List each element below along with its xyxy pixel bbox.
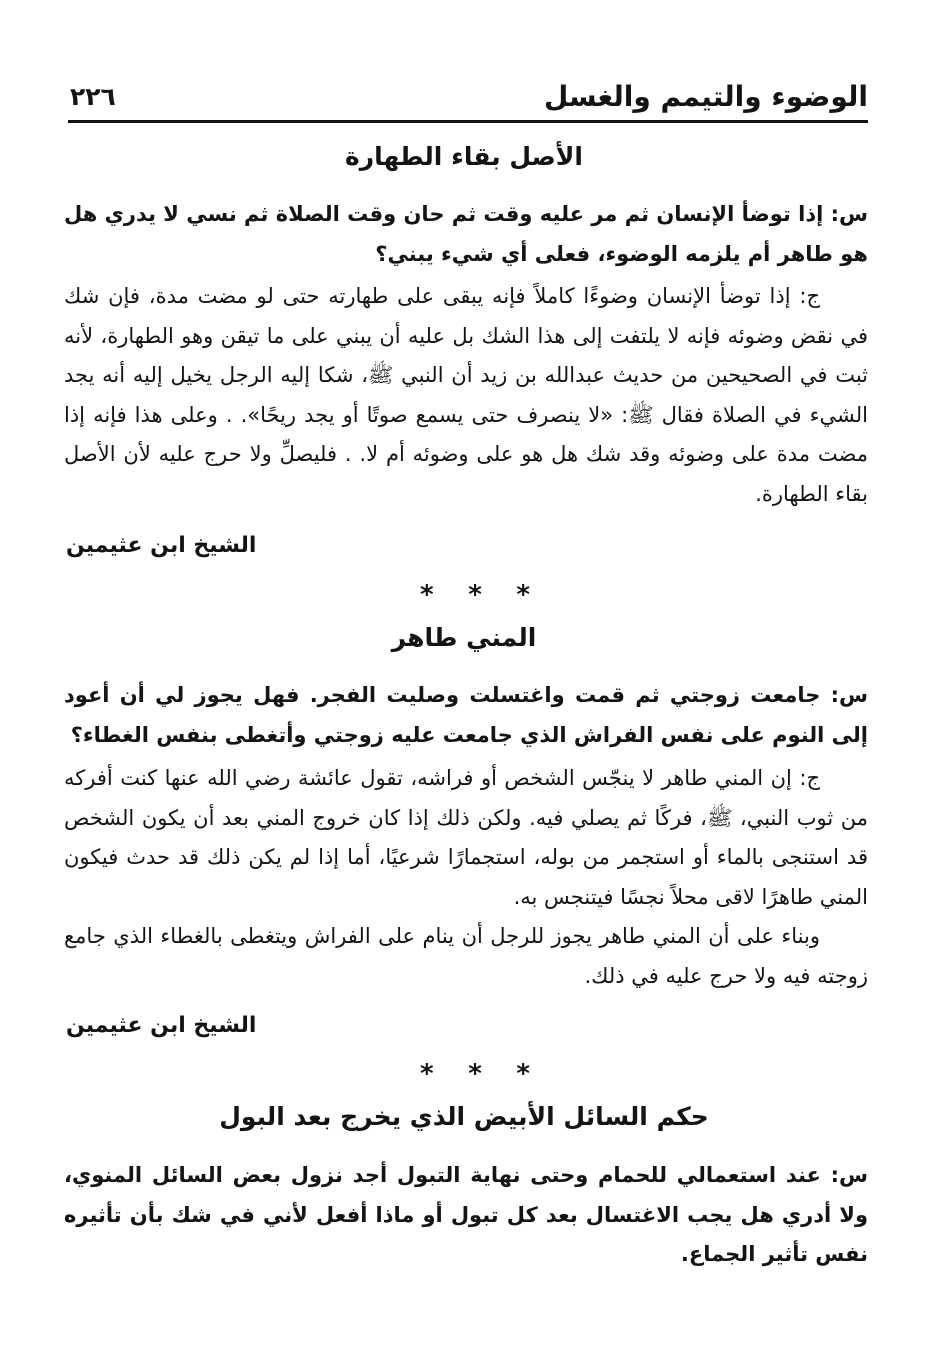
question-paragraph: س: عند استعمالي للحمام وحتى نهاية التبول أجد نزول بعض السائل المنوي، ولا أدري هل يجب الاغتسال بعد كل تبول أو ماذا أفعل لأني في شك بأن تأثيره نفس تأثير الجماع. xyxy=(64,1163,868,1267)
separator-star: * xyxy=(516,1059,530,1089)
separator-star: * xyxy=(468,1059,482,1089)
answer-paragraph: ج: إن المني طاهر لا ينجّس الشخص أو فراشه، تقول عائشة رضي الله عنها كنت أفركه من ثوب النبي، ﷺ، فركًا ثم يصلي فيه. ولكن ذلك إذا كان خروج المني بعد أن يكون الشخص قد استنجى بالماء أو استجمر من بوله، استجمارًا شرعيًا، أما إذا لم يكن ذلك قد حدث فيكون المني طاهرًا لاقى محلاً نجسًا فيتنجس به. xyxy=(64,766,868,909)
running-header-title: الوضوء والتيمم والغسل xyxy=(544,80,868,113)
separator-star: * xyxy=(516,580,530,610)
section-heading: حكم السائل الأبيض الذي يخرج بعد البول xyxy=(219,1102,709,1131)
answer-block xyxy=(64,277,868,515)
separator-star: * xyxy=(468,580,482,610)
signature: الشيخ ابن عثيمين xyxy=(66,1013,257,1038)
section-separator xyxy=(420,582,530,608)
section-heading: المني طاهر xyxy=(391,623,537,652)
page-number: ٢٢٦ xyxy=(70,82,116,111)
answer-paragraph: ج: إذا توضأ الإنسان وضوءًا كاملاً فإنه يبقى على طهارته حتى لو مضت مدة، فإن شك في نقض وضوئه فإنه لا يلتفت إلى هذا الشك بل عليه أن يبني على ما تيقن وهو الطهارة، لأنه ثبت في الصحيحين من حديث عبدالله بن زيد أن النبي ﷺ، شكا إليه الرجل يخيل إليه أنه يجد الشيء في الصلاة فقال ﷺ: «لا ينصرف حتى يسمع صوتًا أو يجد ريحًا». . وعلى هذا فإنه إذا مضت مدة على وضوئه وقد شك هل هو على وضوئه أم لا. . فليصلِّ ولا حرج عليه لأن الأصل بقاء الطهارة. xyxy=(64,284,868,506)
answer-paragraph: وبناء على أن المني طاهر يجوز للرجل أن ينام على الفراش ويتغطى بالغطاء الذي جامع زوجته فيه ولا حرج عليه في ذلك. xyxy=(64,924,868,988)
signature: الشيخ ابن عثيمين xyxy=(66,533,257,558)
section-heading: الأصل بقاء الطهارة xyxy=(345,142,583,171)
separator-star: * xyxy=(420,1059,434,1089)
question-paragraph: س: جامعت زوجتي ثم قمت واغتسلت وصليت الفجر. فهل يجوز لي أن أعود إلى النوم على نفس الفراش الذي جامعت عليه زوجتي وأتغطى بنفس الغطاء؟ xyxy=(64,683,868,747)
answer-block xyxy=(64,759,868,997)
section-separator xyxy=(420,1061,530,1087)
header-rule xyxy=(68,120,868,123)
separator-star: * xyxy=(420,580,434,610)
question-paragraph: س: إذا توضأ الإنسان ثم مر عليه وقت ثم حان وقت الصلاة ثم نسي لا يدري هل هو طاهر أم يلزمه الوضوء، فعلى أي شيء يبني؟ xyxy=(64,202,868,266)
